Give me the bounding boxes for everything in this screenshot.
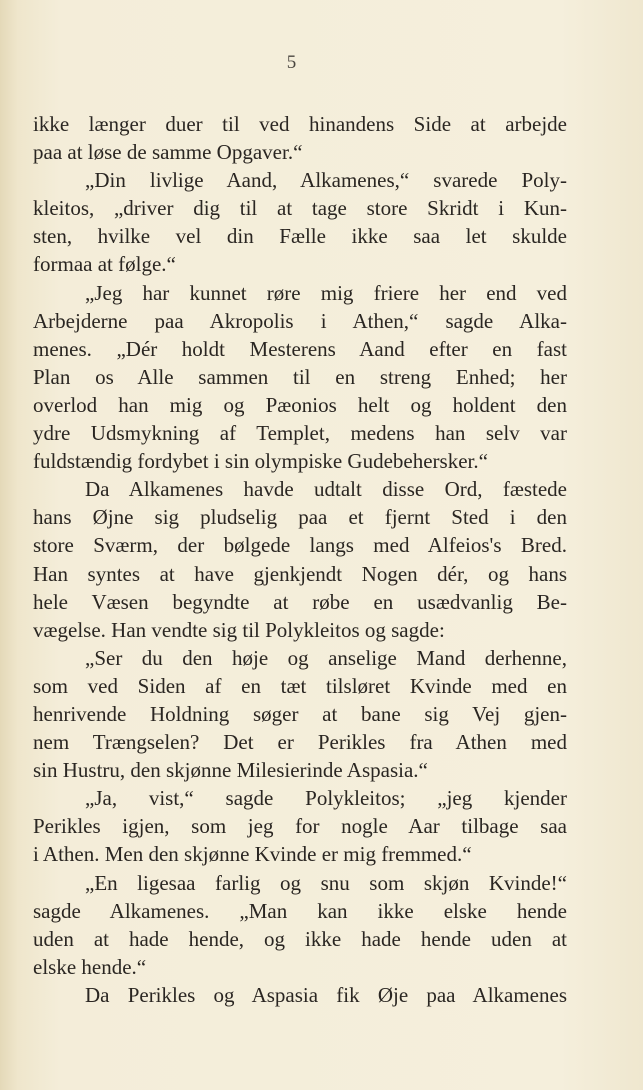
text-line: Da Perikles og Aspasia fik Øje paa Alkamenes: [85, 982, 567, 1007]
text-line: ydre Udsmykning af Templet, medens han selv var: [33, 421, 567, 446]
text-line: menes. „Dér holdt Mesterens Aand efter en fast: [33, 336, 567, 361]
text-line: Perikles igjen, som jeg for nogle Aar tilbage saa: [33, 814, 567, 839]
text-line: Da Alkamenes havde udtalt disse Ord, fæstede: [85, 477, 567, 502]
text-line: ikke længer duer til ved hinandens Side at arbejde: [33, 112, 567, 136]
text-line: store Sværm, der bølgede langs med Alfeios's Bred.: [33, 533, 567, 558]
text-line: Arbejderne paa Akropolis i Athen,“ sagde Alka-: [33, 308, 567, 333]
text-line: kleitos, „driver dig til at tage store Skridt i Kun-: [33, 196, 567, 221]
text-line: henrivende Holdning søger at bane sig Vej gjen-: [33, 701, 567, 726]
text-line: „Ser du den høje og anselige Mand derhenne,: [85, 645, 567, 670]
text-line: sagde Alkamenes. „Man kan ikke elske hende: [33, 898, 567, 923]
text-line: Plan os Alle sammen til en streng Enhed; her: [33, 364, 567, 389]
body-text: [33, 110, 567, 1009]
text-line: uden at hade hende, og ikke hade hende uden at: [33, 926, 567, 951]
text-line: formaa at følge.“: [33, 252, 176, 277]
text-line: vægelse. Han vendte sig til Polykleitos og sagde:: [33, 617, 445, 642]
text-line: hans Øjne sig pludselig paa et fjernt Sted i den: [33, 505, 567, 530]
text-line: som ved Siden af en tæt tilsløret Kvinde med en: [33, 673, 567, 698]
text-line: elske hende.“: [33, 954, 147, 979]
text-line: sin Hustru, den skjønne Milesierinde Aspasia.“: [33, 758, 428, 783]
text-line: fuldstændig fordybet i sin olympiske Gudebehersker.“: [33, 449, 488, 474]
text-line: nem Trængselen? Det er Perikles fra Athen med: [33, 730, 567, 755]
text-line: overlod han mig og Pæonios helt og holdent den: [33, 392, 567, 417]
text-line: „Ja, vist,“ sagde Polykleitos; „jeg kjender: [85, 786, 567, 811]
text-line: paa at løse de samme Opgaver.“: [33, 140, 303, 165]
text-line: „Jeg har kunnet røre mig friere her end ved: [85, 280, 567, 305]
text-line: sten, hvilke vel din Fælle ikke saa let skulde: [33, 224, 567, 249]
text-line: i Athen. Men den skjønne Kvinde er mig fremmed.“: [33, 842, 472, 867]
text-line: Han syntes at have gjenkjendt Nogen dér, og hans: [33, 561, 567, 586]
text-line: „Din livlige Aand, Alkamenes,“ svarede Poly-: [85, 168, 567, 193]
page-number: 5: [286, 52, 297, 73]
text-line: „En ligesaa farlig og snu som skjøn Kvinde!“: [85, 870, 567, 895]
text-line: hele Væsen begyndte at røbe en usædvanlig Be-: [33, 589, 567, 614]
